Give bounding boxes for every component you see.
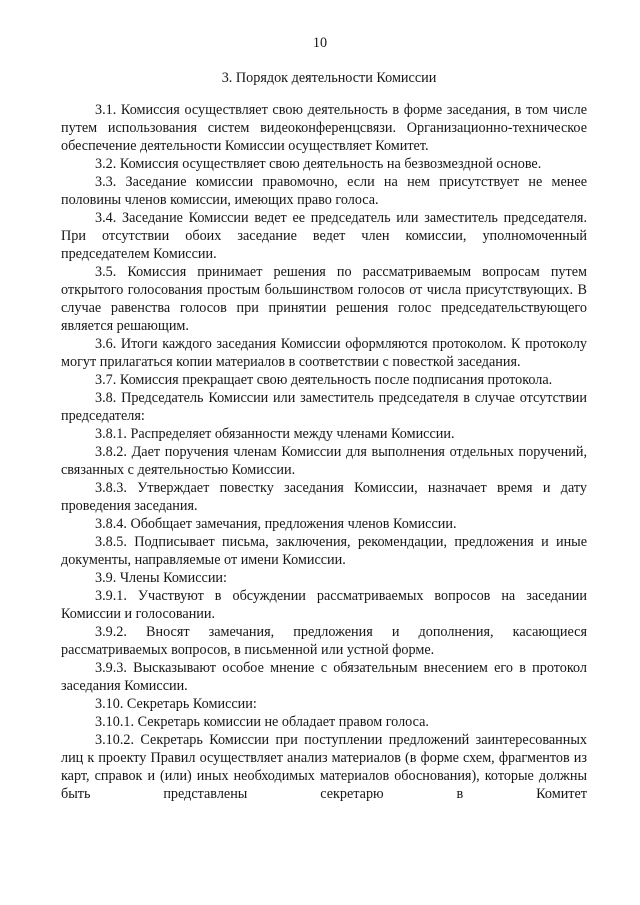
paragraph-3-3: 3.3. Заседание комиссии правомочно, если на нем присутствует не менее половины членов комиссии, имеющих право голоса. [61,174,587,208]
paragraph-3-8-5: 3.8.5. Подписывает письма, заключения, рекомендации, предложения и иные документы, направляемые от имени Комиссии. [61,534,587,568]
paragraph-3-9-2: 3.9.2. Вносят замечания, предложения и дополнения, касающиеся рассматриваемых вопросов, в письменной или устной форме. [61,624,587,658]
paragraph-3-6: 3.6. Итоги каждого заседания Комиссии оформляются протоколом. К протоколу могут прилагаться копии материалов в соответствии с повесткой заседания. [61,336,587,370]
paragraph-3-10: 3.10. Секретарь Комиссии: [95,696,257,712]
paragraph-3-8-1: 3.8.1. Распределяет обязанности между членами Комиссии. [95,426,455,442]
paragraph-3-4: 3.4. Заседание Комиссии ведет ее председатель или заместитель председателя. При отсутствии обоих заседание ведет член комиссии, уполномоченный председателем Комиссии. [61,210,587,262]
page-number: 10 [312,35,328,51]
paragraph-3-1: 3.1. Комиссия осуществляет свою деятельность в форме заседания, в том числе путем использования систем видеоконференцсвязи. Организационно-техническое обеспечение деятельности Комиссии осуществляет Комитет. [61,102,587,154]
paragraph-3-9-3: 3.9.3. Высказывают особое мнение с обязательным внесением его в протокол заседания Комиссии. [61,660,587,694]
paragraph-3-9-1: 3.9.1. Участвуют в обсуждении рассматриваемых вопросов на заседании Комиссии и голосовании. [61,588,587,622]
paragraph-3-2: 3.2. Комиссия осуществляет свою деятельность на безвозмездной основе. [95,156,542,172]
paragraph-3-5: 3.5. Комиссия принимает решения по рассматриваемым вопросам путем открытого голосования простым большинством голосов от числа присутствующих. В случае равенства голосов при принятии решения голос председательствующего является решающим. [61,264,587,334]
paragraph-3-7: 3.7. Комиссия прекращает свою деятельность после подписания протокола. [95,372,553,388]
document-body [61,101,587,803]
paragraph-3-8: 3.8. Председатель Комиссии или заместитель председателя в случае отсутствии председателя: [61,390,587,424]
paragraph-3-10-1: 3.10.1. Секретарь комиссии не обладает правом голоса. [95,714,429,730]
paragraph-3-9: 3.9. Члены Комиссии: [95,570,227,586]
paragraph-3-8-3: 3.8.3. Утверждает повестку заседания Комиссии, назначает время и дату проведения заседания. [61,480,587,514]
paragraph-3-10-2: 3.10.2. Секретарь Комиссии при поступлении предложений заинтересованных лиц к проекту Правил осуществляет анализ материалов (в форме схем, фрагментов из карт, справок и (или) иных необходимых материалов обоснования), которые должны быть представлены секретарю в Комитет [61,732,587,802]
paragraph-3-8-4: 3.8.4. Обобщает замечания, предложения членов Комиссии. [95,516,457,532]
section-title: 3. Порядок деятельности Комиссии [221,70,437,86]
paragraph-3-8-2: 3.8.2. Дает поручения членам Комиссии для выполнения отдельных поручений, связанных с деятельностью Комиссии. [61,444,587,478]
